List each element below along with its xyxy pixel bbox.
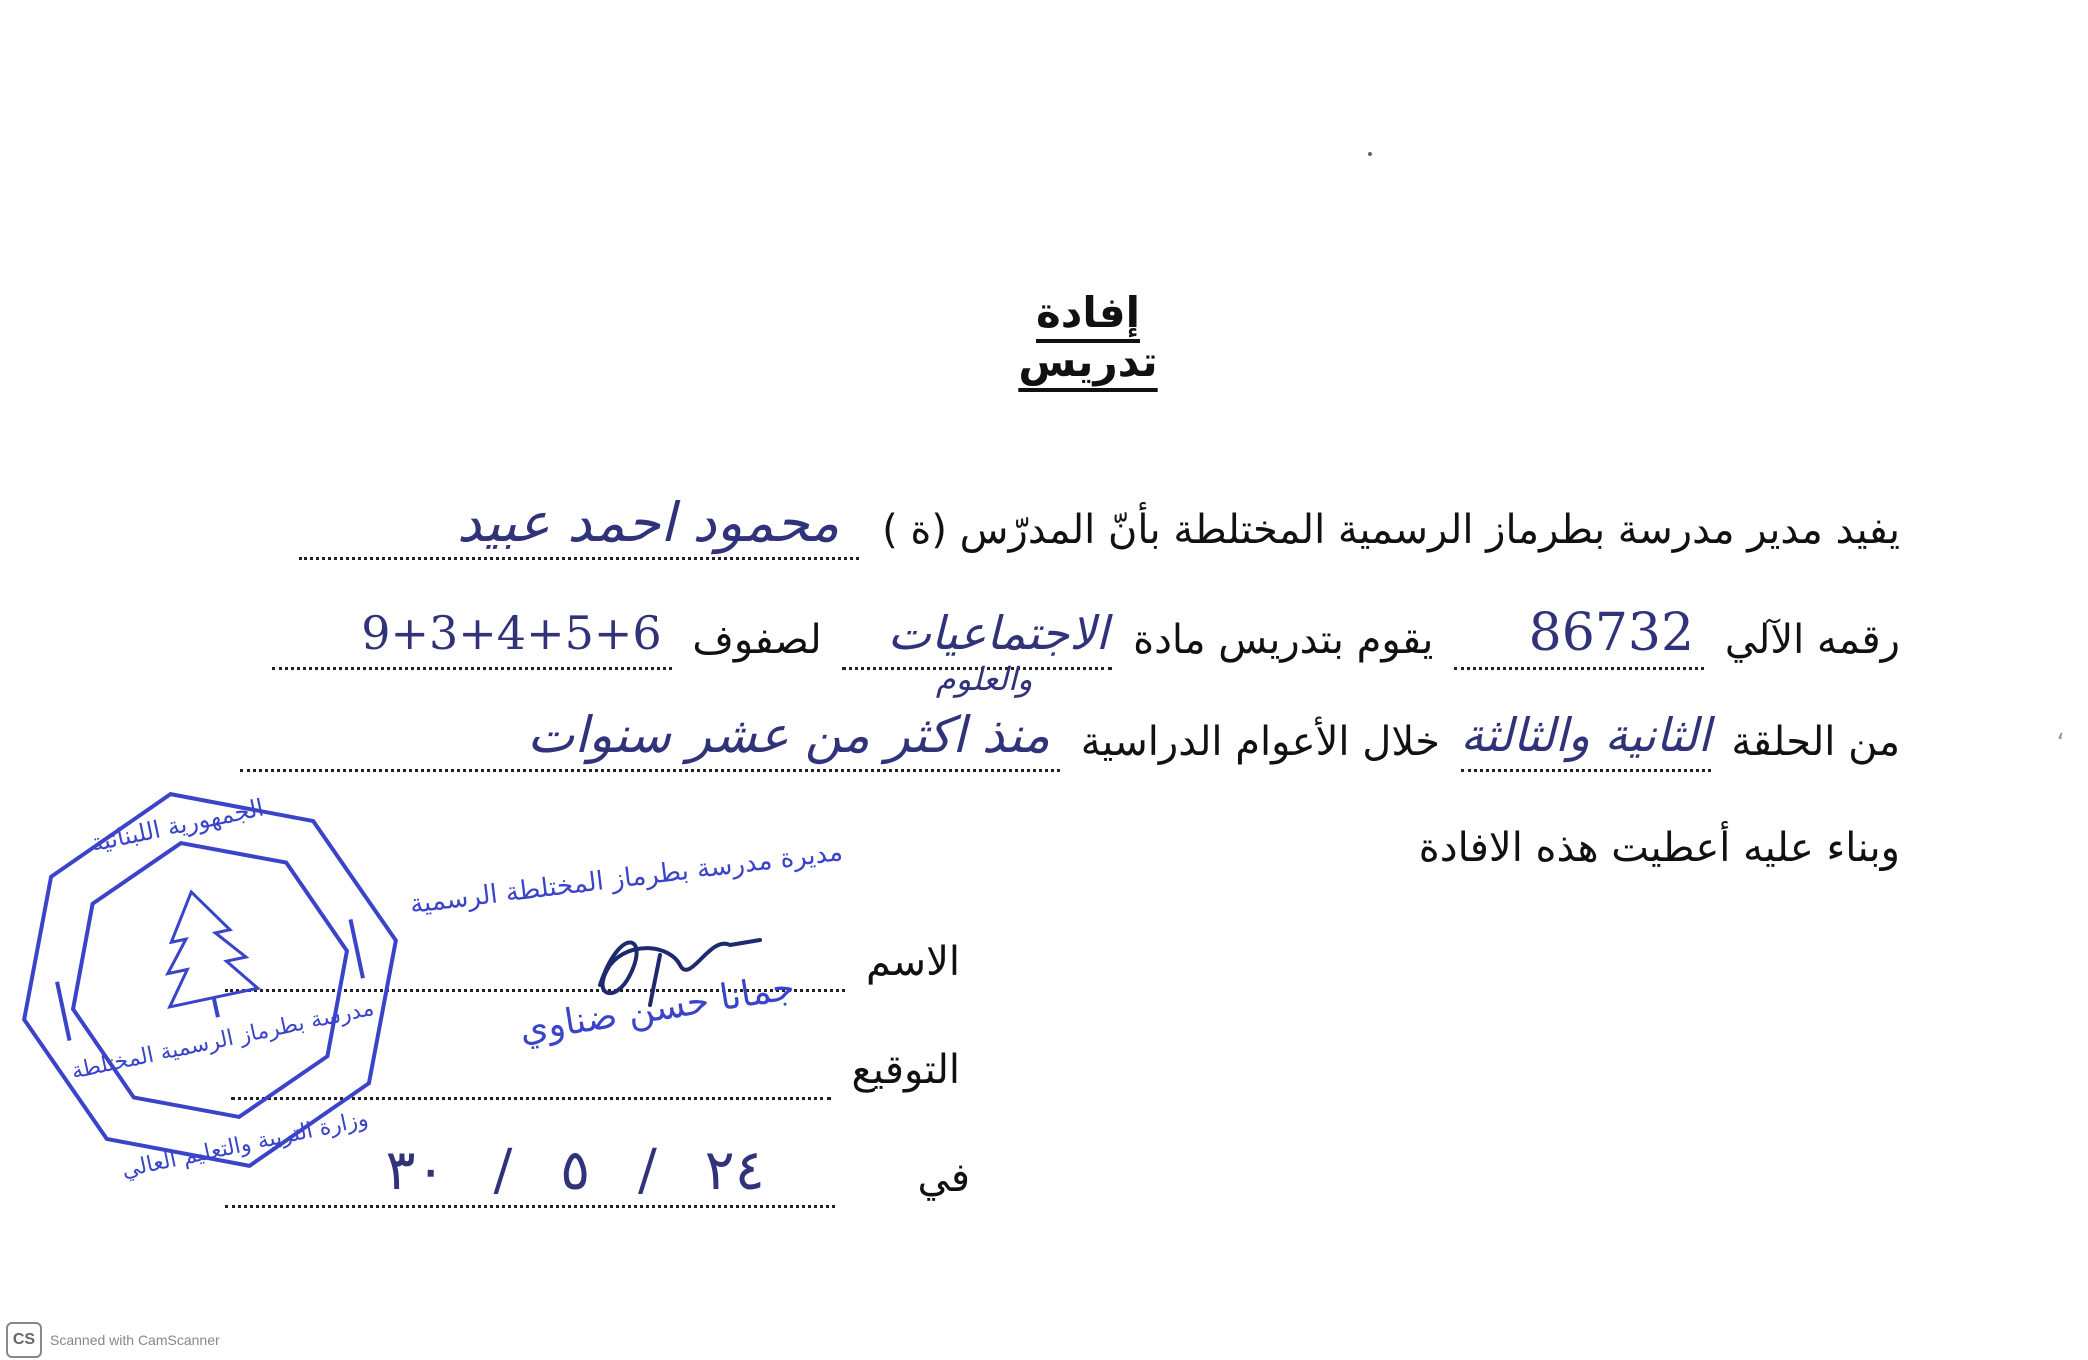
seal-inner-text: مدرسة بطرماز الرسمية المختلطة — [69, 995, 377, 1085]
years-field — [240, 706, 1060, 772]
signature-stroke — [600, 940, 760, 1005]
date-handwritten: ٢٤ / ٥ / ٣٠ — [385, 1138, 765, 1203]
statement-line-1 — [299, 491, 1900, 560]
statement-line-2 — [272, 603, 1900, 698]
number-field — [1454, 603, 1704, 670]
date-label: في — [917, 1155, 970, 1201]
cedar-icon — [147, 883, 257, 1007]
signature-label: التوقيع — [851, 1047, 960, 1093]
statement-line-4 — [1419, 818, 1900, 878]
scan-speck — [1368, 152, 1372, 156]
years-handwritten: منذ اكثر من عشر سنوات — [527, 706, 1051, 764]
camscanner-logo: CS — [6, 1322, 42, 1358]
scanner-footer-text: Scanned with CamScanner — [50, 1332, 220, 1348]
cedar-trunk — [214, 998, 218, 1018]
subject-field — [842, 606, 1112, 698]
margin-mark: ، — [2056, 716, 2065, 746]
classes-label: لصفوف — [692, 617, 822, 663]
seal-left-bar — [57, 982, 69, 1041]
statement-text-1: يفيد مدير مدرسة بطرماز الرسمية المختلطة بأنّ المدرّس (ة ) — [882, 507, 1900, 553]
statement-line-3 — [240, 706, 1900, 772]
number-label: رقمه الآلي — [1724, 617, 1900, 663]
seal-right-bar — [350, 919, 362, 978]
seal-inner-octagon — [44, 814, 376, 1146]
document-title: إفادة تدريس — [1018, 288, 1158, 386]
subject-label: يقوم بتدريس مادة — [1133, 617, 1434, 663]
cycle-field — [1460, 708, 1711, 772]
seal-bottom-text: وزارة التربية والتعليم العالي — [119, 1106, 371, 1184]
classes-field — [272, 606, 672, 670]
number-handwritten: 86732 — [1528, 603, 1695, 663]
years-label: خلال الأعوام الدراسية — [1080, 719, 1440, 765]
official-seal — [0, 770, 420, 1190]
classes-handwritten: 9+3+4+5+6 — [361, 606, 662, 660]
teacher-name-handwritten: محمود احمد عبيد — [456, 491, 840, 554]
teacher-name-field — [299, 491, 859, 560]
scanner-footer — [6, 1322, 220, 1358]
conclusion-text: وبناء عليه أعطيت هذه الافادة — [1418, 825, 1900, 871]
seal-outer-text: الجمهورية اللبنانية — [88, 793, 267, 858]
cycle-handwritten: الثانية والثالثة — [1460, 708, 1711, 762]
signature-scribble — [560, 915, 790, 1015]
name-label: الاسم — [865, 939, 960, 985]
subject-handwritten: الاجتماعيات — [887, 606, 1109, 660]
subject-extra-handwritten: والعلوم — [935, 660, 1033, 698]
principal-stamp-line: مديرة مدرسة بطرماز المختلطة الرسمية — [408, 837, 845, 920]
cycle-label: من الحلقة — [1731, 719, 1900, 765]
principal-name: جمانا حسن ضناوي — [516, 966, 798, 1051]
